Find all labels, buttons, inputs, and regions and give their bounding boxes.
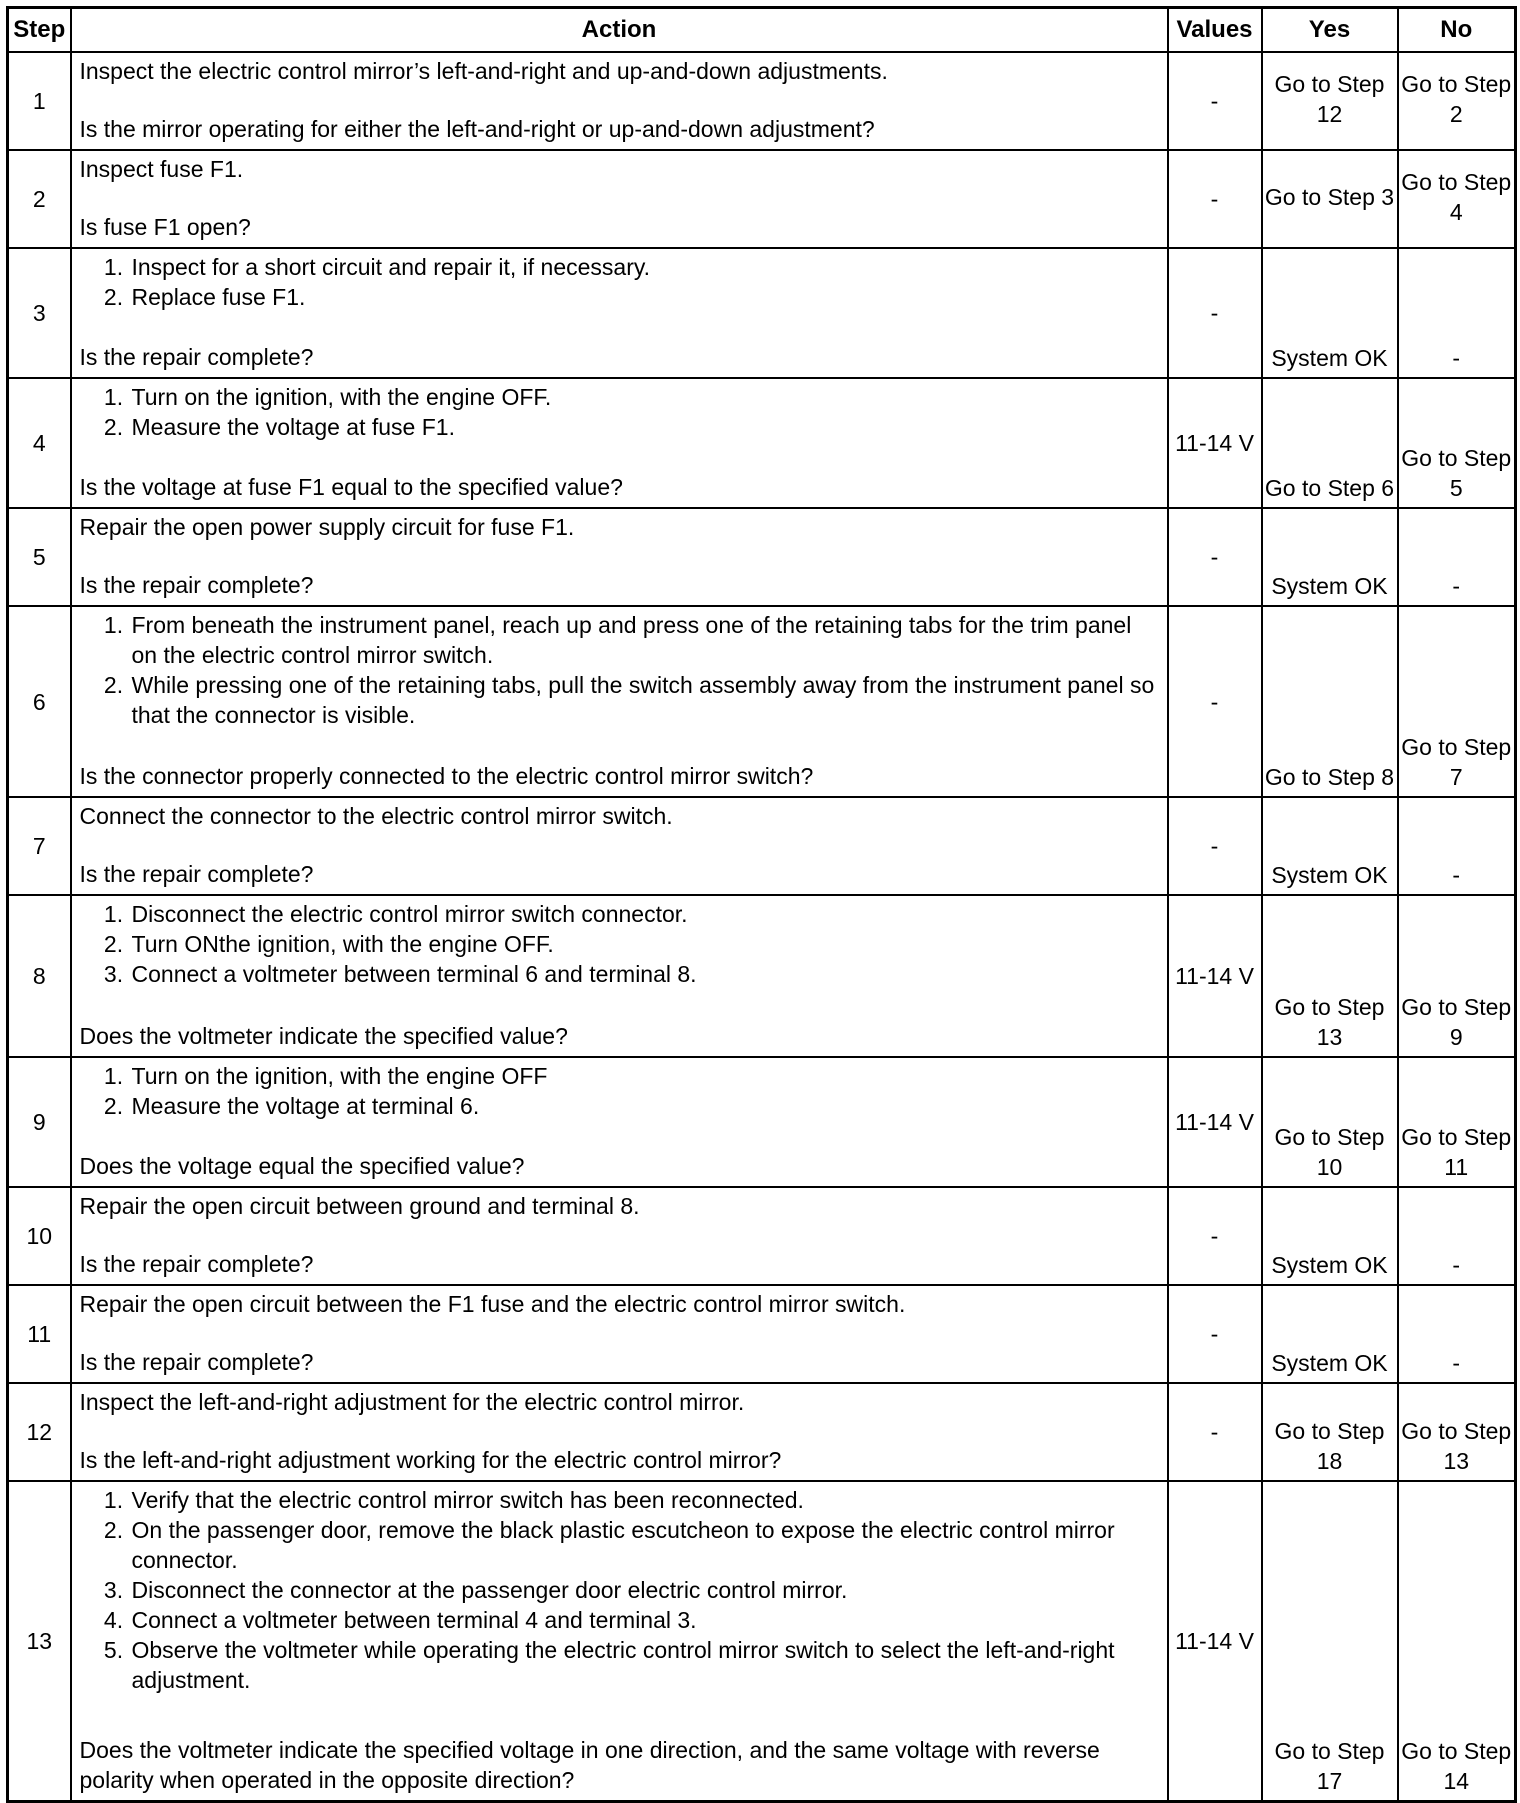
step-number: 2: [8, 150, 71, 248]
action-instruction: Connect the connector to the electric control mirror switch.: [79, 803, 673, 829]
no-cell: Go to Step 13: [1398, 1383, 1516, 1481]
action-steps-list: [80, 252, 1161, 312]
yes-cell: System OK: [1262, 797, 1398, 895]
values-cell: -: [1168, 1383, 1262, 1481]
table-row: [8, 797, 1516, 895]
header-values: Values: [1168, 8, 1262, 53]
yes-cell: Go to Step 17: [1262, 1481, 1398, 1801]
action-step-item: 2. Measure the voltage at fuse F1.: [130, 412, 1161, 442]
step-number: 7: [8, 797, 71, 895]
yes-cell: Go to Step 10: [1262, 1057, 1398, 1187]
action-step-item: 2. While pressing one of the retaining tabs, pull the switch assembly away from the instrument panel so that the connector is visible.: [130, 670, 1161, 730]
values-cell: -: [1168, 52, 1262, 150]
table-row: [8, 378, 1516, 508]
yes-cell: Go to Step 3: [1262, 150, 1398, 248]
action-step-item: 1. Turn on the ignition, with the engine OFF.: [130, 382, 1161, 412]
values-cell: -: [1168, 797, 1262, 895]
table-row: [8, 150, 1516, 248]
no-cell: -: [1398, 1187, 1516, 1285]
action-step-item: 2. Measure the voltage at terminal 6.: [130, 1091, 1161, 1121]
action-steps-list: [80, 899, 1161, 989]
no-cell: Go to Step 2: [1398, 52, 1516, 150]
action-cell: [71, 1057, 1168, 1187]
step-number: 13: [8, 1481, 71, 1801]
action-instruction: Inspect fuse F1.: [79, 156, 244, 182]
action-cell: [71, 1285, 1168, 1383]
yes-cell: System OK: [1262, 248, 1398, 378]
action-step-item: 2. Replace fuse F1.: [130, 282, 1161, 312]
action-cell: [71, 606, 1168, 797]
header-action: Action: [71, 8, 1168, 53]
no-cell: -: [1398, 797, 1516, 895]
yes-cell: Go to Step 8: [1262, 606, 1398, 797]
action-question: Does the voltage equal the specified value?: [79, 1153, 525, 1179]
header-yes: Yes: [1262, 8, 1398, 53]
action-question: Is the repair complete?: [79, 344, 314, 370]
action-steps-list: [80, 382, 1161, 442]
values-cell: 11-14 V: [1168, 1057, 1262, 1187]
header-no: No: [1398, 8, 1516, 53]
action-cell: [71, 378, 1168, 508]
step-number: 6: [8, 606, 71, 797]
step-number: 5: [8, 508, 71, 606]
action-question: Is the repair complete?: [79, 572, 314, 598]
yes-cell: Go to Step 12: [1262, 52, 1398, 150]
action-instruction: Inspect the left-and-right adjustment for the electric control mirror.: [79, 1389, 745, 1415]
action-cell: [71, 1481, 1168, 1801]
action-question: Does the voltmeter indicate the specified voltage in one direction, and the same voltage with reverse polarity when operated in the opposite direction?: [79, 1737, 1100, 1793]
action-cell: [71, 797, 1168, 895]
action-step-item: 1. Verify that the electric control mirror switch has been reconnected.: [130, 1485, 1161, 1515]
table-row: [8, 1285, 1516, 1383]
action-question: Is fuse F1 open?: [79, 214, 251, 240]
action-cell: [71, 508, 1168, 606]
yes-cell: Go to Step 13: [1262, 895, 1398, 1057]
table-row: [8, 508, 1516, 606]
action-steps-list: [80, 1061, 1161, 1121]
action-cell: [71, 1187, 1168, 1285]
table-row: [8, 606, 1516, 797]
action-step-item: 4. Connect a voltmeter between terminal 4 and terminal 3.: [130, 1605, 1161, 1635]
action-steps-list: [80, 1485, 1161, 1695]
action-cell: [71, 248, 1168, 378]
values-cell: -: [1168, 606, 1262, 797]
no-cell: Go to Step 11: [1398, 1057, 1516, 1187]
values-cell: -: [1168, 1187, 1262, 1285]
values-cell: -: [1168, 150, 1262, 248]
values-cell: -: [1168, 1285, 1262, 1383]
action-cell: [71, 895, 1168, 1057]
no-cell: -: [1398, 508, 1516, 606]
table-row: [8, 1383, 1516, 1481]
action-question: Is the repair complete?: [79, 1251, 314, 1277]
action-question: Is the repair complete?: [79, 1349, 314, 1375]
no-cell: -: [1398, 1285, 1516, 1383]
action-instruction: Inspect the electric control mirror’s left-and-right and up-and-down adjustments.: [79, 58, 888, 84]
step-number: 10: [8, 1187, 71, 1285]
yes-cell: Go to Step 18: [1262, 1383, 1398, 1481]
header-row: [8, 8, 1516, 53]
step-number: 4: [8, 378, 71, 508]
step-number: 12: [8, 1383, 71, 1481]
action-step-item: 3. Connect a voltmeter between terminal 6 and terminal 8.: [130, 959, 1161, 989]
table-row: [8, 1481, 1516, 1801]
step-number: 9: [8, 1057, 71, 1187]
action-question: Is the repair complete?: [79, 861, 314, 887]
header-step: Step: [8, 8, 71, 53]
values-cell: -: [1168, 508, 1262, 606]
yes-cell: System OK: [1262, 508, 1398, 606]
values-cell: 11-14 V: [1168, 378, 1262, 508]
action-step-item: 3. Disconnect the connector at the passenger door electric control mirror.: [130, 1575, 1161, 1605]
action-step-item: 1. Turn on the ignition, with the engine OFF: [130, 1061, 1161, 1091]
no-cell: Go to Step 7: [1398, 606, 1516, 797]
action-step-item: 2. On the passenger door, remove the black plastic escutcheon to expose the electric control mirror connector.: [130, 1515, 1161, 1575]
yes-cell: System OK: [1262, 1187, 1398, 1285]
no-cell: Go to Step 9: [1398, 895, 1516, 1057]
step-number: 11: [8, 1285, 71, 1383]
values-cell: 11-14 V: [1168, 1481, 1262, 1801]
step-number: 3: [8, 248, 71, 378]
table-row: [8, 1057, 1516, 1187]
no-cell: -: [1398, 248, 1516, 378]
step-number: 8: [8, 895, 71, 1057]
values-cell: 11-14 V: [1168, 895, 1262, 1057]
action-instruction: Repair the open power supply circuit for fuse F1.: [79, 514, 575, 540]
action-steps-list: [80, 610, 1161, 730]
action-question: Is the left-and-right adjustment working for the electric control mirror?: [79, 1447, 782, 1473]
action-instruction: Repair the open circuit between the F1 fuse and the electric control mirror switch.: [79, 1291, 906, 1317]
action-question: Is the voltage at fuse F1 equal to the specified value?: [79, 474, 623, 500]
yes-cell: System OK: [1262, 1285, 1398, 1383]
no-cell: Go to Step 14: [1398, 1481, 1516, 1801]
table-row: [8, 895, 1516, 1057]
action-instruction: Repair the open circuit between ground and terminal 8.: [79, 1193, 640, 1219]
no-cell: Go to Step 5: [1398, 378, 1516, 508]
table-row: [8, 248, 1516, 378]
table-row: [8, 1187, 1516, 1285]
action-cell: [71, 1383, 1168, 1481]
action-step-item: 1. From beneath the instrument panel, reach up and press one of the retaining tabs for the trim panel on the electric control mirror switch.: [130, 610, 1161, 670]
action-question: Is the connector properly connected to the electric control mirror switch?: [79, 763, 814, 789]
table-row: [8, 52, 1516, 150]
step-number: 1: [8, 52, 71, 150]
values-cell: -: [1168, 248, 1262, 378]
yes-cell: Go to Step 6: [1262, 378, 1398, 508]
action-cell: [71, 52, 1168, 150]
action-question: Does the voltmeter indicate the specified value?: [79, 1023, 568, 1049]
action-step-item: 5. Observe the voltmeter while operating the electric control mirror switch to select the left-and-right adjustment.: [130, 1635, 1161, 1695]
action-step-item: 2. Turn ONthe ignition, with the engine OFF.: [130, 929, 1161, 959]
action-step-item: 1. Disconnect the electric control mirror switch connector.: [130, 899, 1161, 929]
diagnostic-table: [6, 6, 1517, 1803]
action-step-item: 1. Inspect for a short circuit and repair it, if necessary.: [130, 252, 1161, 282]
action-cell: [71, 150, 1168, 248]
action-question: Is the mirror operating for either the left-and-right or up-and-down adjustment?: [79, 116, 875, 142]
no-cell: Go to Step 4: [1398, 150, 1516, 248]
